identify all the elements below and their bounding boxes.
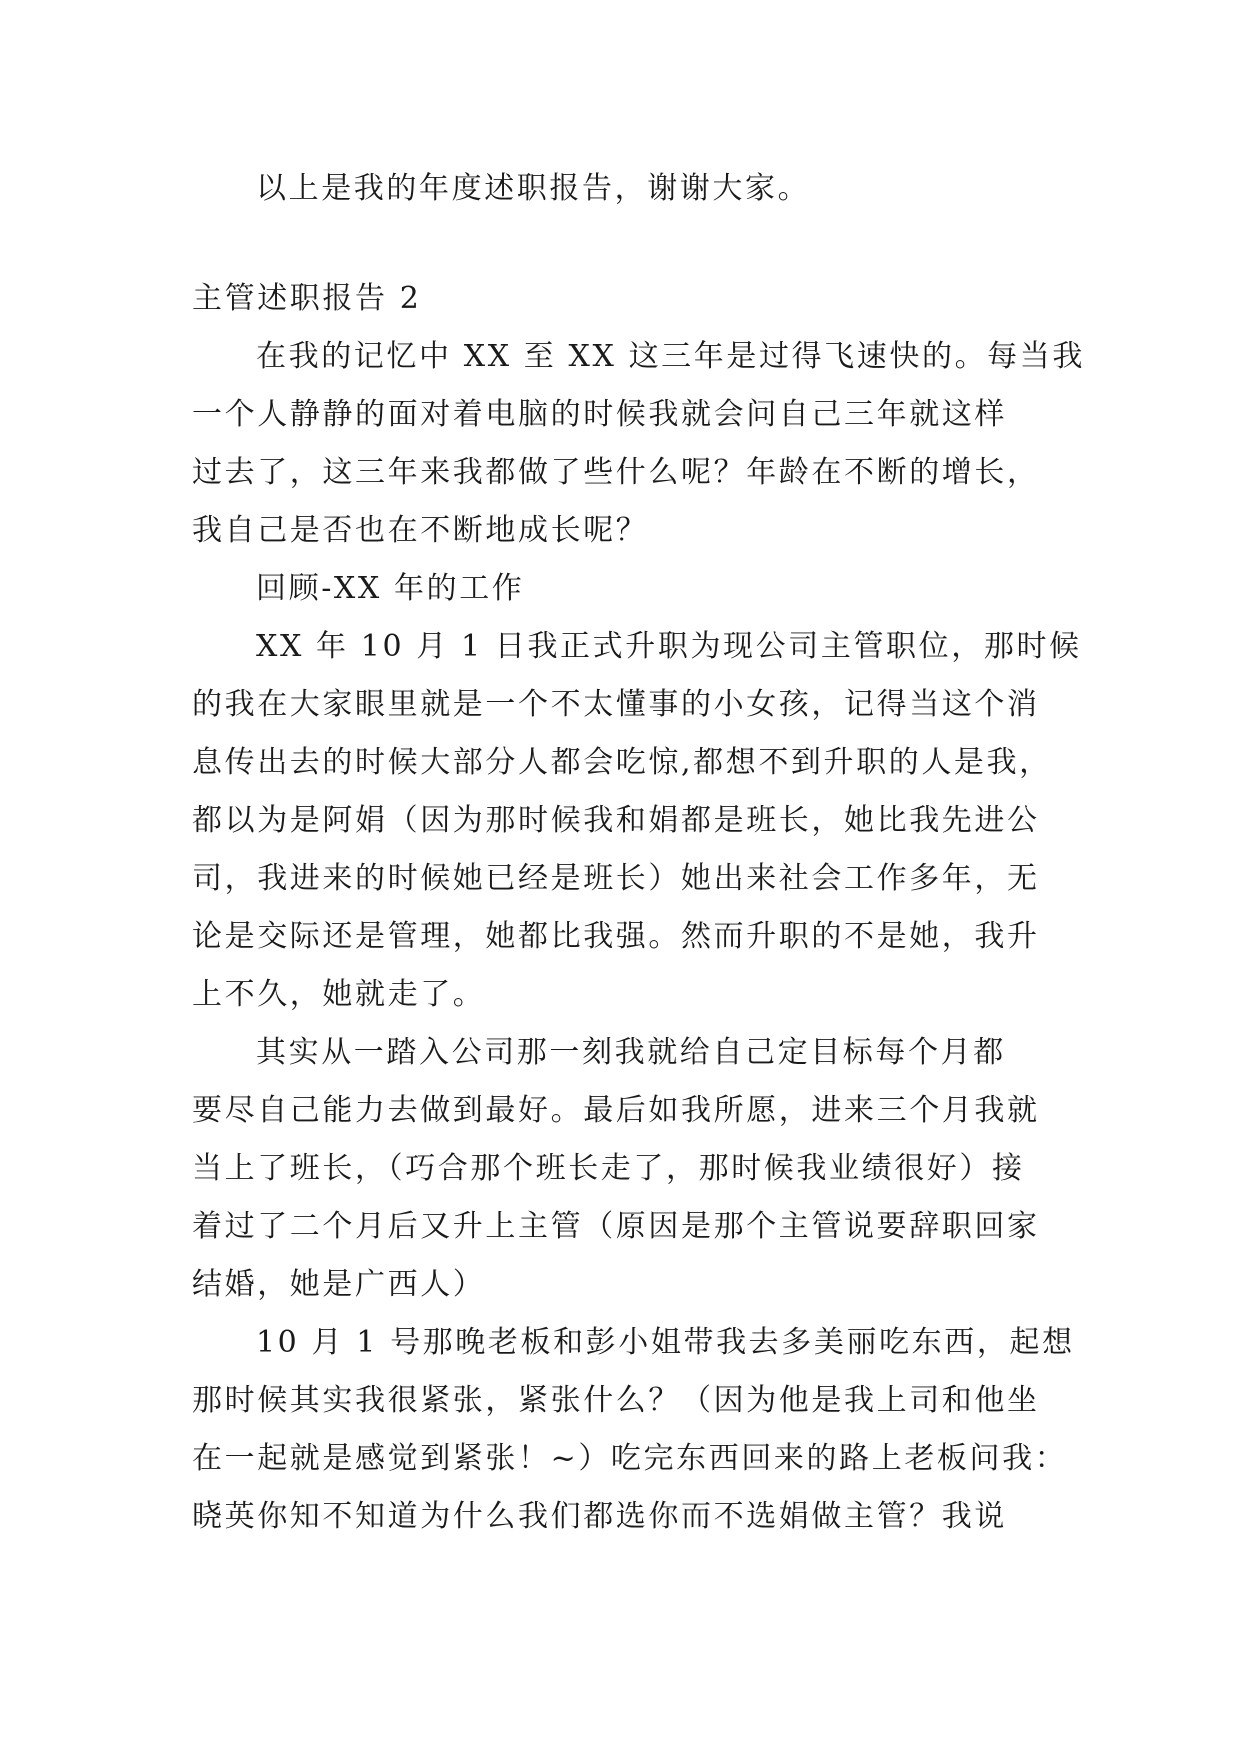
paragraph-dinner: [192, 1314, 1075, 1546]
paragraph-line: 司，我进来的时候她已经是班长）她出来社会工作多年，无: [192, 861, 1040, 896]
paragraph-line: 上不久，她就走了。: [192, 977, 486, 1012]
subheading: 回顾-XX 年的工作: [256, 571, 525, 606]
paragraph-line: 10 月 1 号那晚老板和彭小姐带我去多美丽吃东西，起想: [256, 1325, 1075, 1360]
paragraph-review-heading: [192, 560, 1048, 618]
paragraph-line: 要尽自己能力去做到最好。最后如我所愿，进来三个月我就: [192, 1093, 1040, 1128]
paragraph-line: 息传出去的时候大部分人都会吃惊,都想不到升职的人是我，: [192, 745, 1052, 780]
paragraph-line: 晓英你知不知道为什么我们都选你而不选娟做主管？我说: [192, 1499, 1007, 1534]
section-gap: [192, 218, 1048, 270]
paragraph-line: 结婚，她是广西人）: [192, 1267, 486, 1302]
paragraph-line: 都以为是阿娟（因为那时候我和娟都是班长，她比我先进公: [192, 803, 1040, 838]
closing-line: 以上是我的年度述职报告，谢谢大家。: [256, 171, 811, 206]
paragraph-line: 的我在大家眼里就是一个不太懂事的小女孩，记得当这个消: [192, 687, 1040, 722]
paragraph-line: 着过了二个月后又升上主管（原因是那个主管说要辞职回家: [192, 1209, 1040, 1244]
paragraph-line: 论是交际还是管理，她都比我强。然而升职的不是她，我升: [192, 919, 1040, 954]
paragraph-line: XX 年 10 月 1 日我正式升职为现公司主管职位，那时候: [256, 629, 1082, 664]
paragraph-line: 过去了，这三年来我都做了些什么呢？年龄在不断的增长，: [192, 455, 1040, 490]
paragraph-line: 当上了班长，（巧合那个班长走了，那时候我业绩很好）接: [192, 1151, 1025, 1186]
paragraph-promotion: [192, 618, 1082, 1024]
paragraph-line: 在我的记忆中 XX 至 XX 这三年是过得飞速快的。每当我: [256, 339, 1085, 374]
document-body: [192, 160, 1085, 1546]
paragraph-memory: [192, 328, 1085, 560]
paragraph-line: 在一起就是感觉到紧张！~）吃完东西回来的路上老板问我：: [192, 1441, 1068, 1476]
paragraph-line: 我自己是否也在不断地成长呢？: [192, 513, 649, 548]
section-title: 主管述职报告 2: [192, 281, 422, 316]
paragraph-line: 其实从一踏入公司那一刻我就给自己定目标每个月都: [256, 1035, 1006, 1070]
paragraph-line: 那时候其实我很紧张，紧张什么？（因为他是我上司和他坐: [192, 1383, 1040, 1418]
paragraph-line: 一个人静静的面对着电脑的时候我就会问自己三年就这样: [192, 397, 1007, 432]
paragraph-goals: [192, 1024, 1048, 1314]
